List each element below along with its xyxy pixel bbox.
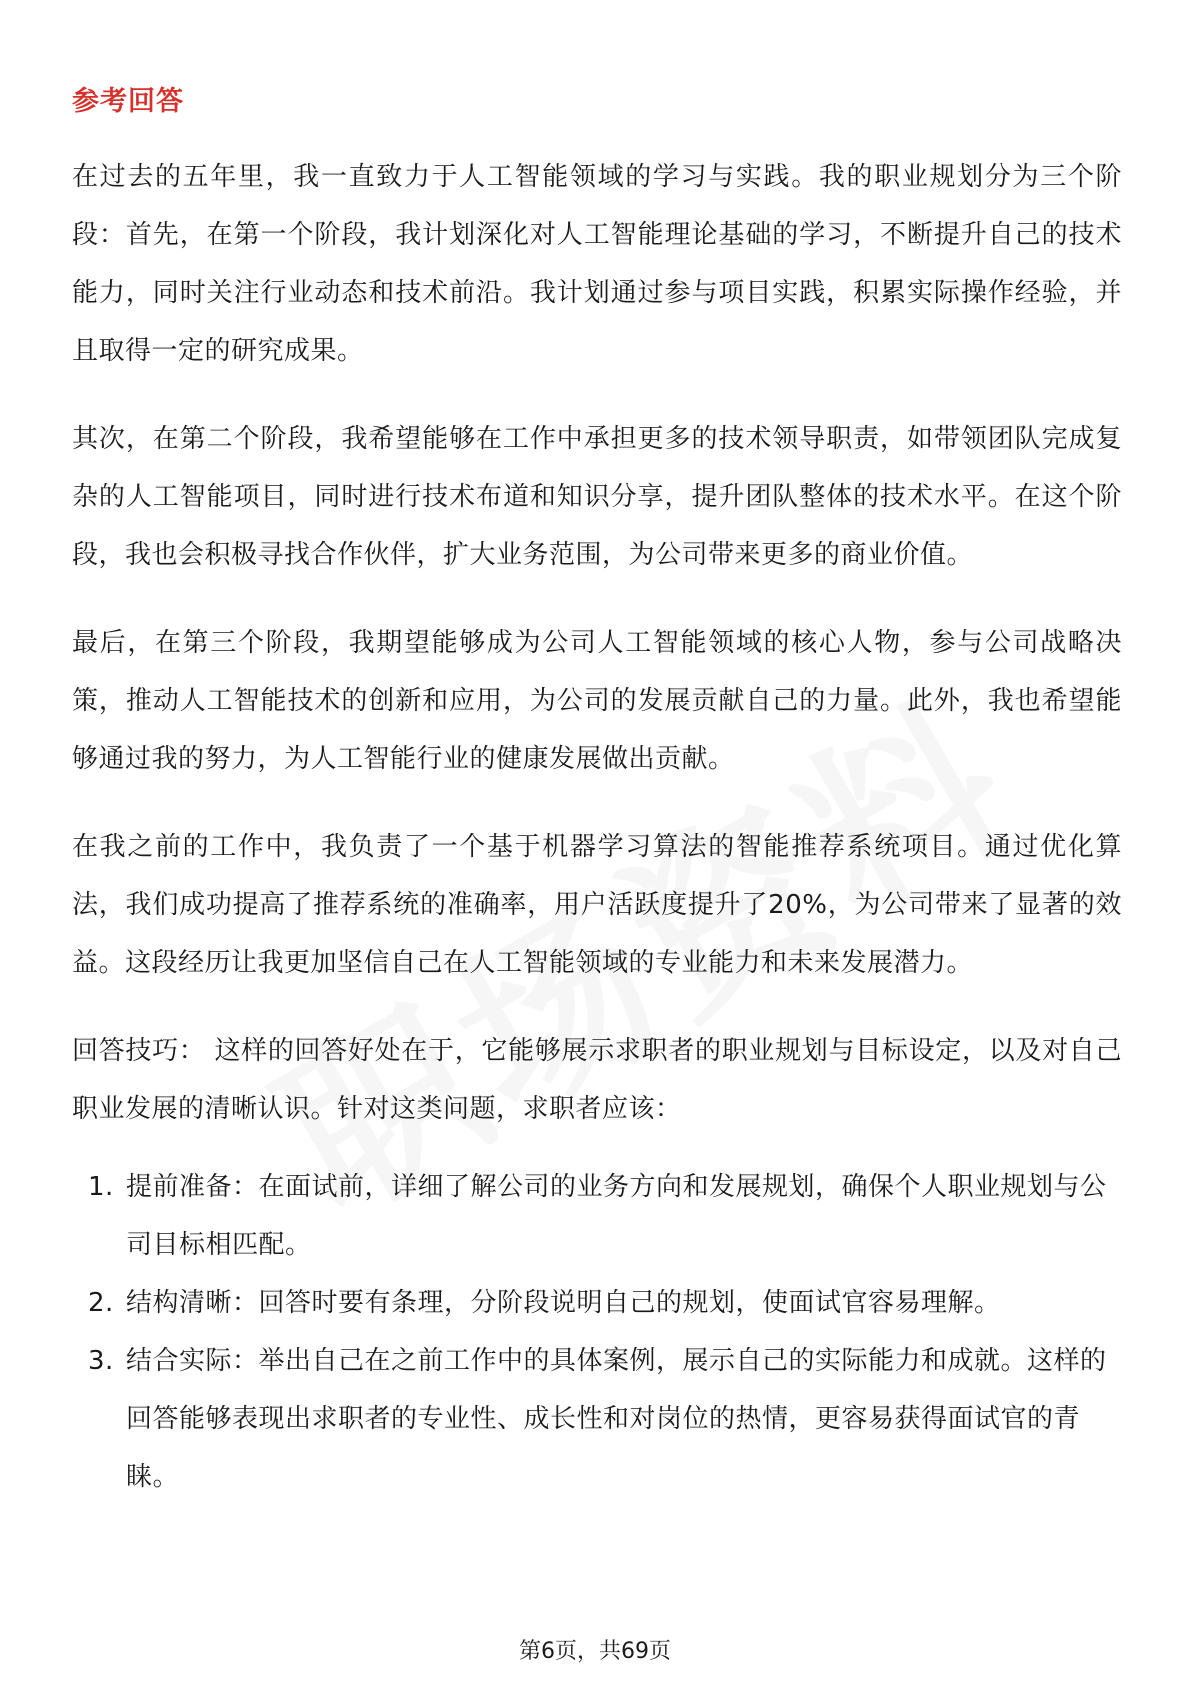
paragraph-4: 在我之前的工作中，我负责了一个基于机器学习算法的智能推荐系统项目。通过优化算法，我们成功提高了推荐系统的准确率，用户活跃度提升了20%，为公司带来了显著的效益。这段经历让我更加坚信自己在人工智能领域的专业能力和未来发展潜力。 [72, 832, 1122, 978]
paragraph-3: 最后，在第三个阶段，我期望能够成为公司人工智能领域的核心人物，参与公司战略决策，推动人工智能技术的创新和应用，为公司的发展贡献自己的力量。此外，我也希望能够通过我的努力，为人工智能行业的健康发展做出贡献。 [72, 628, 1122, 774]
answer-tips: 回答技巧： 这样的回答好处在于，它能够展示求职者的职业规划与目标设定，以及对自己职业发展的清晰认识。针对这类问题，求职者应该： [72, 1036, 1122, 1124]
list-item [72, 1274, 1122, 1332]
paragraph-1: 在过去的五年里，我一直致力于人工智能领域的学习与实践。我的职业规划分为三个阶段：首先，在第一个阶段，我计划深化对人工智能理论基础的学习，不断提升自己的技术能力，同时关注行业动态和技术前沿。我计划通过参与项目实践，积累实际操作经验，并且取得一定的研究成果。 [72, 162, 1122, 366]
list-item [72, 1332, 1122, 1506]
list-text: 结合实际：举出自己在之前工作中的具体案例，展示自己的实际能力和成就。这样的回答能够表现出求职者的专业性、成长性和对岗位的热情，更容易获得面试官的青睐。 [126, 1346, 1107, 1492]
tips-list [72, 1158, 1122, 1506]
list-number: 1. [88, 1172, 114, 1202]
section-heading: 参考回答 [72, 86, 184, 117]
list-text: 提前准备：在面试前，详细了解公司的业务方向和发展规划，确保个人职业规划与公司目标相匹配。 [126, 1172, 1107, 1260]
document-page [72, 82, 1122, 1506]
list-item [72, 1158, 1122, 1274]
list-number: 3. [88, 1346, 114, 1376]
list-number: 2. [88, 1288, 114, 1318]
paragraph-2: 其次，在第二个阶段，我希望能够在工作中承担更多的技术领导职责，如带领团队完成复杂的人工智能项目，同时进行技术布道和知识分享，提升团队整体的技术水平。在这个阶段，我也会积极寻找合作伙伴，扩大业务范围，为公司带来更多的商业价值。 [72, 424, 1122, 570]
list-text: 结构清晰：回答时要有条理，分阶段说明自己的规划，使面试官容易理解。 [126, 1288, 1001, 1318]
page-number: 第6页，共69页 [519, 1639, 671, 1664]
